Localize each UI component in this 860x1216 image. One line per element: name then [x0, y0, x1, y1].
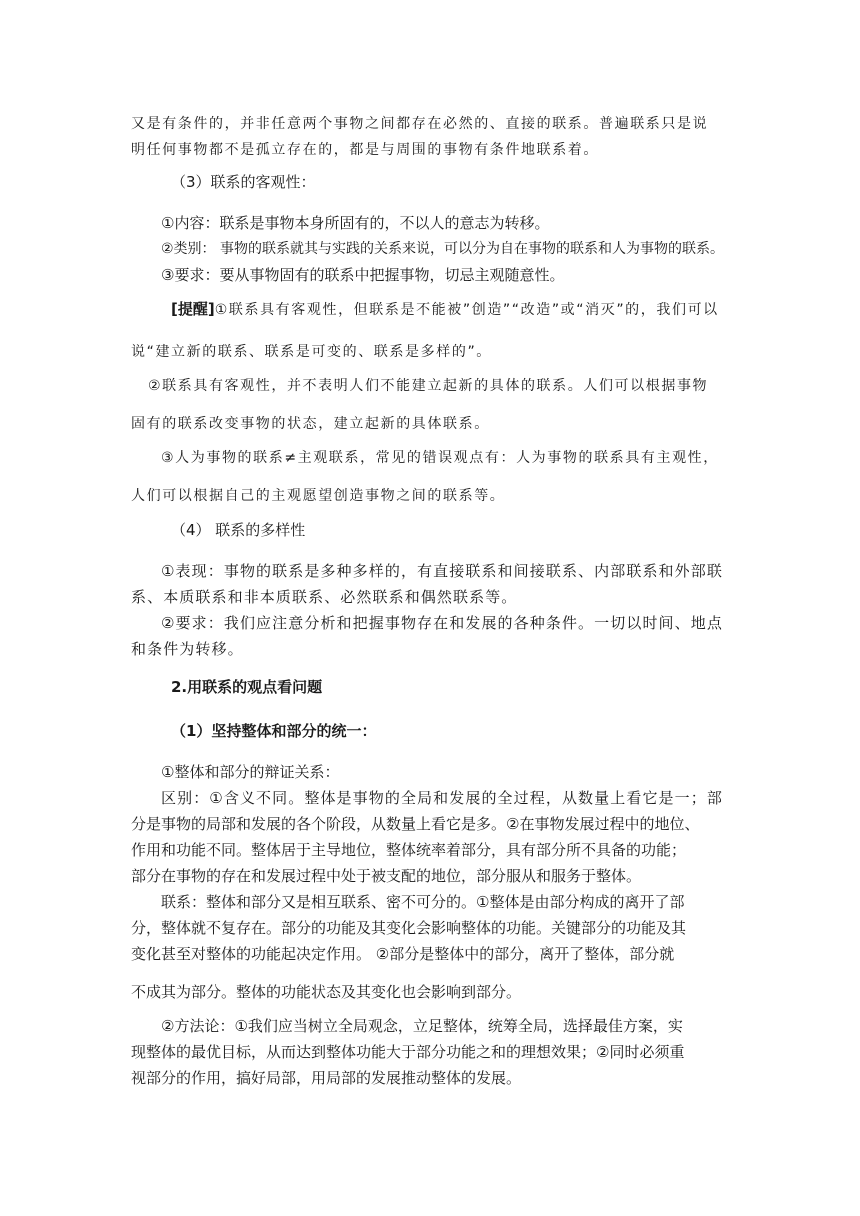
text-line: 系、本质联系和非本质联系、必然联系和偶然联系等。: [131, 588, 518, 606]
text-line: 明任何事物都不是孤立存在的，都是与周围的事物有条件地联系着。: [131, 142, 599, 158]
reminder-label: [提醒]: [171, 300, 215, 318]
text-line: ②联系具有客观性，并不表明人们不能建立起新的具体的联系。人们可以根据事物: [148, 378, 709, 394]
text-line: ①表现：事物的联系是多种多样的，有直接联系和间接联系、内部联系和外部联: [161, 562, 723, 580]
text-line: 视部分的作用，搞好局部，用局部的发展推动整体的发展。: [131, 1069, 522, 1087]
text-line: ③要求：要从事物固有的联系中把握事物，切忌主观随意性。: [161, 266, 565, 284]
text-line: 分是事物的局部和发展的各个阶段，从数量上看它是多。②在事物发展过程中的地位、: [131, 815, 700, 833]
reminder-line: [171, 299, 731, 320]
text-line: 说“建立新的联系、联系是可变的、联系是多样的”。: [131, 344, 492, 360]
text-line: 不成其为部分。整体的功能状态及其变化也会影响到部分。: [131, 983, 522, 1001]
text-line: ①整体和部分的辩证关系：: [161, 763, 340, 781]
text-line: 作用和功能不同。整体居于主导地位，整体统率着部分，具有部分所不具备的功能；: [131, 841, 687, 859]
text-line: 现整体的最优目标，从而达到整体功能大于部分功能之和的理想效果；②同时必须重: [131, 1043, 685, 1061]
text-line: 变化甚至对整体的功能起决定作用。 ②部分是整体中的部分，离开了整体，部分就: [131, 945, 675, 963]
text-line: 部分在事物的存在和发展过程中处于被支配的地位，部分服从和服务于整体。: [131, 867, 642, 885]
text-line: 又是有条件的，并非任意两个事物之间都存在必然的、直接的联系。普遍联系只是说: [131, 116, 709, 132]
section-heading-objectivity: （3）联系的客观性：: [171, 173, 316, 191]
subsection-heading-whole-part: （1）坚持整体和部分的统一：: [171, 722, 377, 740]
section-heading-diversity: （4） 联系的多样性: [171, 521, 306, 539]
text-line: ②方法论：①我们应当树立全局观念，立足整体，统筹全局，选择最佳方案，实: [161, 1017, 683, 1035]
text-line: 和条件为转移。: [131, 640, 244, 658]
text-line: ②要求：我们应注意分析和把握事物存在和发展的各种条件。一切以时间、地点: [161, 614, 723, 632]
text-line: 区别：①含义不同。整体是事物的全局和发展的全过程，从数量上看它是一；部: [161, 789, 723, 807]
text-line: 联系：整体和部分又是相互联系、密不可分的。①整体是由部分构成的离开了部: [161, 893, 685, 911]
reminder-text: ①联系具有客观性，但联系是不能被”创造”“改造”或“消灭”的，我们可以: [214, 302, 719, 318]
text-line: ③人为事物的联系≠主观联系，常见的错误观点有：人为事物的联系具有主观性，: [161, 450, 719, 466]
text-line: ①内容：联系是事物本身所固有的，不以人的意志为转移。: [161, 214, 550, 232]
section-heading-connection-view: 2.用联系的观点看问题: [171, 678, 323, 696]
text-line: 人们可以根据自己的主观愿望创造事物之间的联系等。: [131, 488, 506, 504]
text-line: ②类别： 事物的联系就其与实践的关系来说，可以分为自在事物的联系和人为事物的联系。: [161, 241, 724, 257]
text-line: 分，整体就不复存在。部分的功能及其变化会影响整体的功能。关键部分的功能及其: [131, 919, 687, 937]
text-line: 固有的联系改变事物的状态，建立起新的具体联系。: [131, 416, 490, 432]
